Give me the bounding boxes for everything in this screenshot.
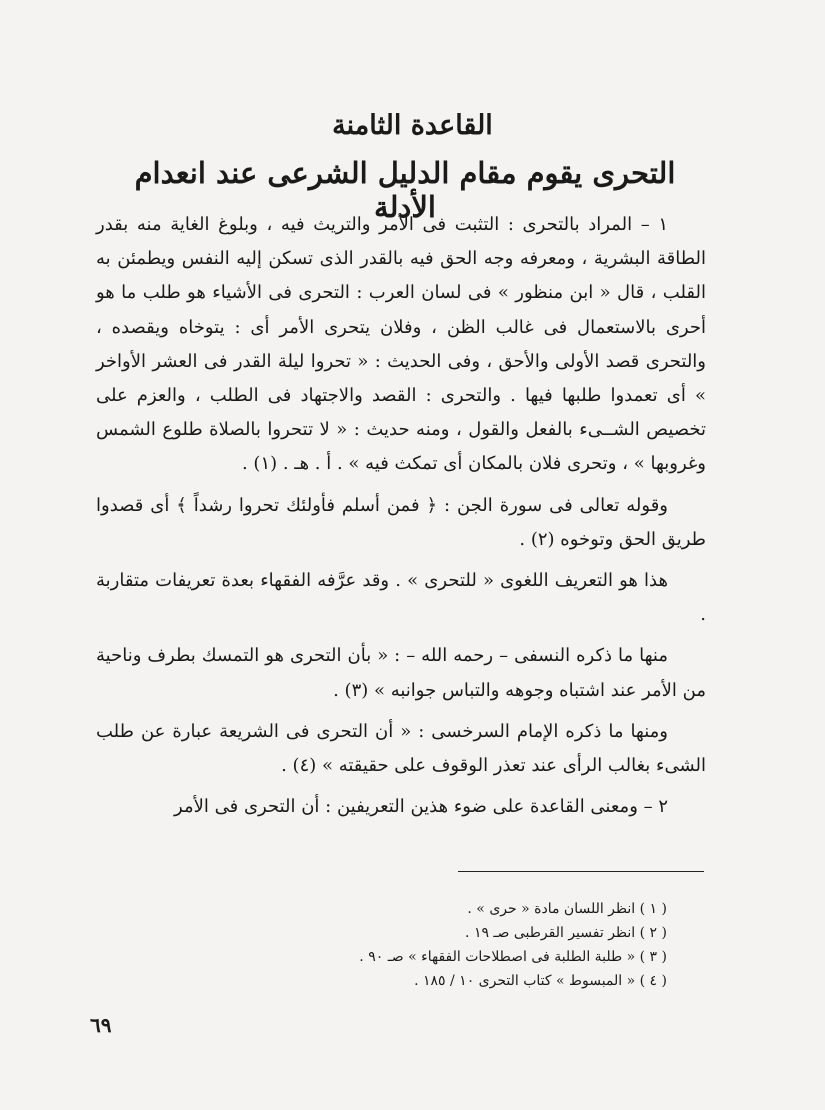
page-number: ٦٩ [90,1013,112,1037]
footnote: ( ٢ ) انظر تفسير القرطبى صـ ١٩ . [465,925,667,941]
footnote: ( ٤ ) « المبسوط » كتاب التحرى ١٠ / ١٨٥ . [414,973,667,989]
paragraph: وقوله تعالى فى سورة الجن : ﴿ فمن أسلم فأولئك تحروا رشداً ﴾ أى قصدوا طريق الحق وتوخوه (٢) . [96,494,706,550]
rule-statement: التحرى يقوم مقام الدليل الشرعى عند انعدام الأدلة [134,156,676,224]
footnote: ( ١ ) انظر اللسان مادة « حرى » . [467,901,667,917]
footnotes [300,897,667,993]
paragraph: ٢ – ومعنى القاعدة على ضوء هذين التعريفين : أن التحرى فى الأمر [174,796,668,818]
rule-title: القاعدة الثامنة [332,110,493,141]
paragraph: هذا هو التعريف اللغوى « للتحرى » . وقد عرَّفه الفقهاء بعدة تعريفات متقاربة . [96,570,706,626]
footnote: ( ٣ ) « طلبة الطلبة فى اصطلاحات الفقهاء » صـ ٩٠ . [359,949,667,965]
paragraph: منها ما ذكره النسفى – رحمه الله – : « بأن التحرى هو التمسك بطرف وناحية من الأمر عند اشتباه وجوهه والتباس جوانبه » (٣) . [96,645,706,701]
paragraph: ومنها ما ذكره الإمام السرخسى : « أن التحرى فى الشريعة عبارة عن طلب الشىء بغالب الرأى عند تعذر الوقوف على حقيقته » (٤) . [96,720,706,777]
paragraph: ١ – المراد بالتحرى : التثبت فى الأمر والتريث فيه ، وبلوغ الغاية منه بقدر الطاقة البشرية ، ومعرفه وجه الحق فيه بالقدر الذى تسكن إليه النفس ويطمئن به القلب ، قال « ابن منظور » فى لسان العرب : التحرى فى الأشياء هو طلب ما هو أحرى بالاستعمال فى غالب الظن ، وفلان يتحرى الأمر أى : يتوخاه ويقصده ، والتحرى قصد الأولى والأحق ، وفى الحديث : « تحروا ليلة القدر فى العشر الأواخر » أى تعمدوا طلبها فيها . والتحرى : القصد والاجتهاد فى الطلب ، والعزم على تخصيص الشــىء بالفعل والقول ، ومنه حديث : « لا تتحروا بالصلاة طلوع الشمس وغروبها » ، وتحرى فلان بالمكان أى تمكث فيه » . أ . هـ . (١) . [96,214,706,475]
footnote-separator [458,871,704,872]
body-text [96,208,706,824]
